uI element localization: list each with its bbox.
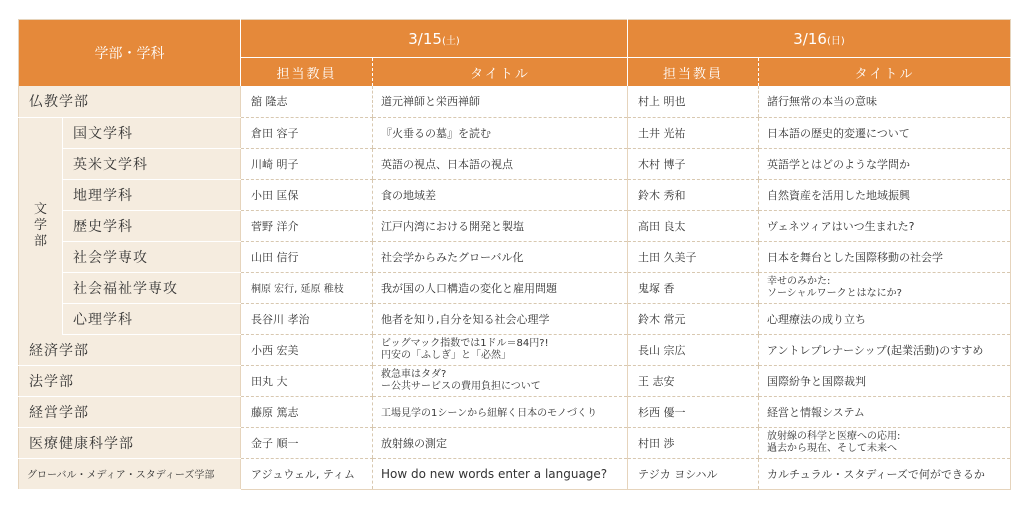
day1-title: 道元禅師と栄西禅師	[373, 86, 628, 117]
day2-title-line1: 幸せのみかた:	[767, 275, 831, 287]
table-row	[19, 427, 1011, 458]
day2-teacher: テジカ ヨシハル	[628, 458, 759, 489]
day1-teacher: 川崎 明子	[241, 148, 373, 179]
day1-title: 江戸内湾における開発と製塩	[373, 210, 628, 241]
day2-teacher-header: 担当教員	[628, 58, 759, 87]
table-row	[19, 272, 1011, 303]
day2-title-line2: ソーシャルワークとはなにか?	[767, 287, 902, 299]
day1-title-line2: ー公共サービスの費用負担について	[381, 380, 541, 392]
day2-teacher: 木村 博子	[628, 148, 759, 179]
day1-teacher: アジュウェル, ティム	[241, 458, 373, 489]
day1-title-line1: ビッグマック指数では1ドル＝84円?!	[381, 337, 549, 349]
day2-teacher: 鈴木 秀和	[628, 179, 759, 210]
day1-teacher: 藤原 篤志	[241, 396, 373, 427]
day1-title: 工場見学の1シーンから紐解く日本のモノづくり	[373, 396, 628, 427]
day2-teacher: 村上 明也	[628, 86, 759, 117]
day2-teacher: 王 志安	[628, 365, 759, 396]
day1-date: 3/15	[408, 29, 442, 48]
day1-teacher: 菅野 洋介	[241, 210, 373, 241]
day2-title: ヴェネツィアはいつ生まれた?	[759, 210, 1011, 241]
day2-title: 日本語の歴史的変遷について	[759, 117, 1011, 148]
day1-teacher: 長谷川 孝治	[241, 303, 373, 334]
day2-teacher: 鬼塚 香	[628, 272, 759, 303]
day2-title-line2: 過去から現在、そして未来へ	[767, 442, 897, 454]
day2-teacher: 杉西 優一	[628, 396, 759, 427]
day1-header	[241, 20, 628, 58]
table-row	[19, 458, 1011, 489]
dept-name: 国文学科	[63, 117, 241, 148]
faculty-of-letters-label: 文 学 部	[19, 117, 63, 334]
day1-teacher: 山田 信行	[241, 241, 373, 272]
day1-title-header: タイトル	[373, 58, 628, 87]
table-row	[19, 334, 1011, 365]
day2-title-header: タイトル	[759, 58, 1011, 87]
day1-teacher: 舘 隆志	[241, 86, 373, 117]
table-row	[19, 365, 1011, 396]
day2-teacher: 長山 宗広	[628, 334, 759, 365]
day1-teacher: 小西 宏美	[241, 334, 373, 365]
day2-title	[759, 272, 1011, 303]
day2-teacher: 鈴木 常元	[628, 303, 759, 334]
day2-header	[628, 20, 1011, 58]
day1-title-line2: 円安の「ふしぎ」と「必然」	[381, 349, 511, 361]
day1-teacher-header: 担当教員	[241, 58, 373, 87]
day1-title: How do new words enter a language?	[373, 458, 628, 489]
table-row	[19, 148, 1011, 179]
dept-name: 法学部	[19, 365, 241, 396]
dept-name: 経済学部	[19, 334, 241, 365]
day1-title: 他者を知り,自分を知る社会心理学	[373, 303, 628, 334]
table-row	[19, 303, 1011, 334]
day1-title-line1: 救急車はタダ?	[381, 368, 447, 380]
dept-name: 社会福祉学専攻	[63, 272, 241, 303]
day2-teacher: 土井 光祐	[628, 117, 759, 148]
day1-dow: (土)	[441, 35, 460, 47]
table-row	[19, 179, 1011, 210]
day2-title-line1: 放射線の科学と医療への応用:	[767, 430, 901, 442]
day2-title: 国際紛争と国際裁判	[759, 365, 1011, 396]
table-row	[19, 241, 1011, 272]
day2-title: カルチュラル・スタディーズで何ができるか	[759, 458, 1011, 489]
day1-teacher: 小田 匡保	[241, 179, 373, 210]
dept-name: 歴史学科	[63, 210, 241, 241]
day1-teacher: 田丸 大	[241, 365, 373, 396]
dept-name: 経営学部	[19, 396, 241, 427]
dept-name: 心理学科	[63, 303, 241, 334]
dept-name: 地理学科	[63, 179, 241, 210]
day2-teacher: 高田 良太	[628, 210, 759, 241]
dept-name: グローバル・メディア・スタディーズ学部	[19, 458, 241, 489]
day1-title	[373, 365, 628, 396]
day2-title: 英語学とはどのような学問か	[759, 148, 1011, 179]
day2-title: 心理療法の成り立ち	[759, 303, 1011, 334]
day1-title	[373, 334, 628, 365]
day2-title: アントレプレナーシップ(起業活動)のすすめ	[759, 334, 1011, 365]
day2-title: 自然資産を活用した地域振興	[759, 179, 1011, 210]
day2-date: 3/16	[793, 29, 827, 48]
day1-title: 『火垂るの墓』を読む	[373, 117, 628, 148]
table-row	[19, 86, 1011, 117]
day1-teacher: 倉田 容子	[241, 117, 373, 148]
dept-name: 仏教学部	[19, 86, 241, 117]
day1-title: 食の地域差	[373, 179, 628, 210]
day1-title: 英語の視点、日本語の視点	[373, 148, 628, 179]
day1-title: 我が国の人口構造の変化と雇用問題	[373, 272, 628, 303]
day2-title: 経営と情報システム	[759, 396, 1011, 427]
schedule-table-wrapper	[18, 19, 1010, 496]
day1-title: 社会学からみたグローバル化	[373, 241, 628, 272]
dept-name: 社会学専攻	[63, 241, 241, 272]
day2-title: 日本を舞台とした国際移動の社会学	[759, 241, 1011, 272]
day1-teacher: 金子 順一	[241, 427, 373, 458]
day2-teacher: 土田 久美子	[628, 241, 759, 272]
day2-teacher: 村田 渉	[628, 427, 759, 458]
day2-dow: (日)	[826, 35, 845, 47]
day2-title	[759, 427, 1011, 458]
dept-name: 英米文学科	[63, 148, 241, 179]
table-row	[19, 396, 1011, 427]
day2-title: 諸行無常の本当の意味	[759, 86, 1011, 117]
dept-name: 医療健康科学部	[19, 427, 241, 458]
dept-header: 学部・学科	[19, 20, 241, 87]
table-row	[19, 117, 1011, 148]
table-row	[19, 210, 1011, 241]
day1-teacher: 桐原 宏行, 延原 稚枝	[241, 272, 373, 303]
day1-title: 放射線の測定	[373, 427, 628, 458]
lecture-schedule-table	[18, 19, 1011, 490]
